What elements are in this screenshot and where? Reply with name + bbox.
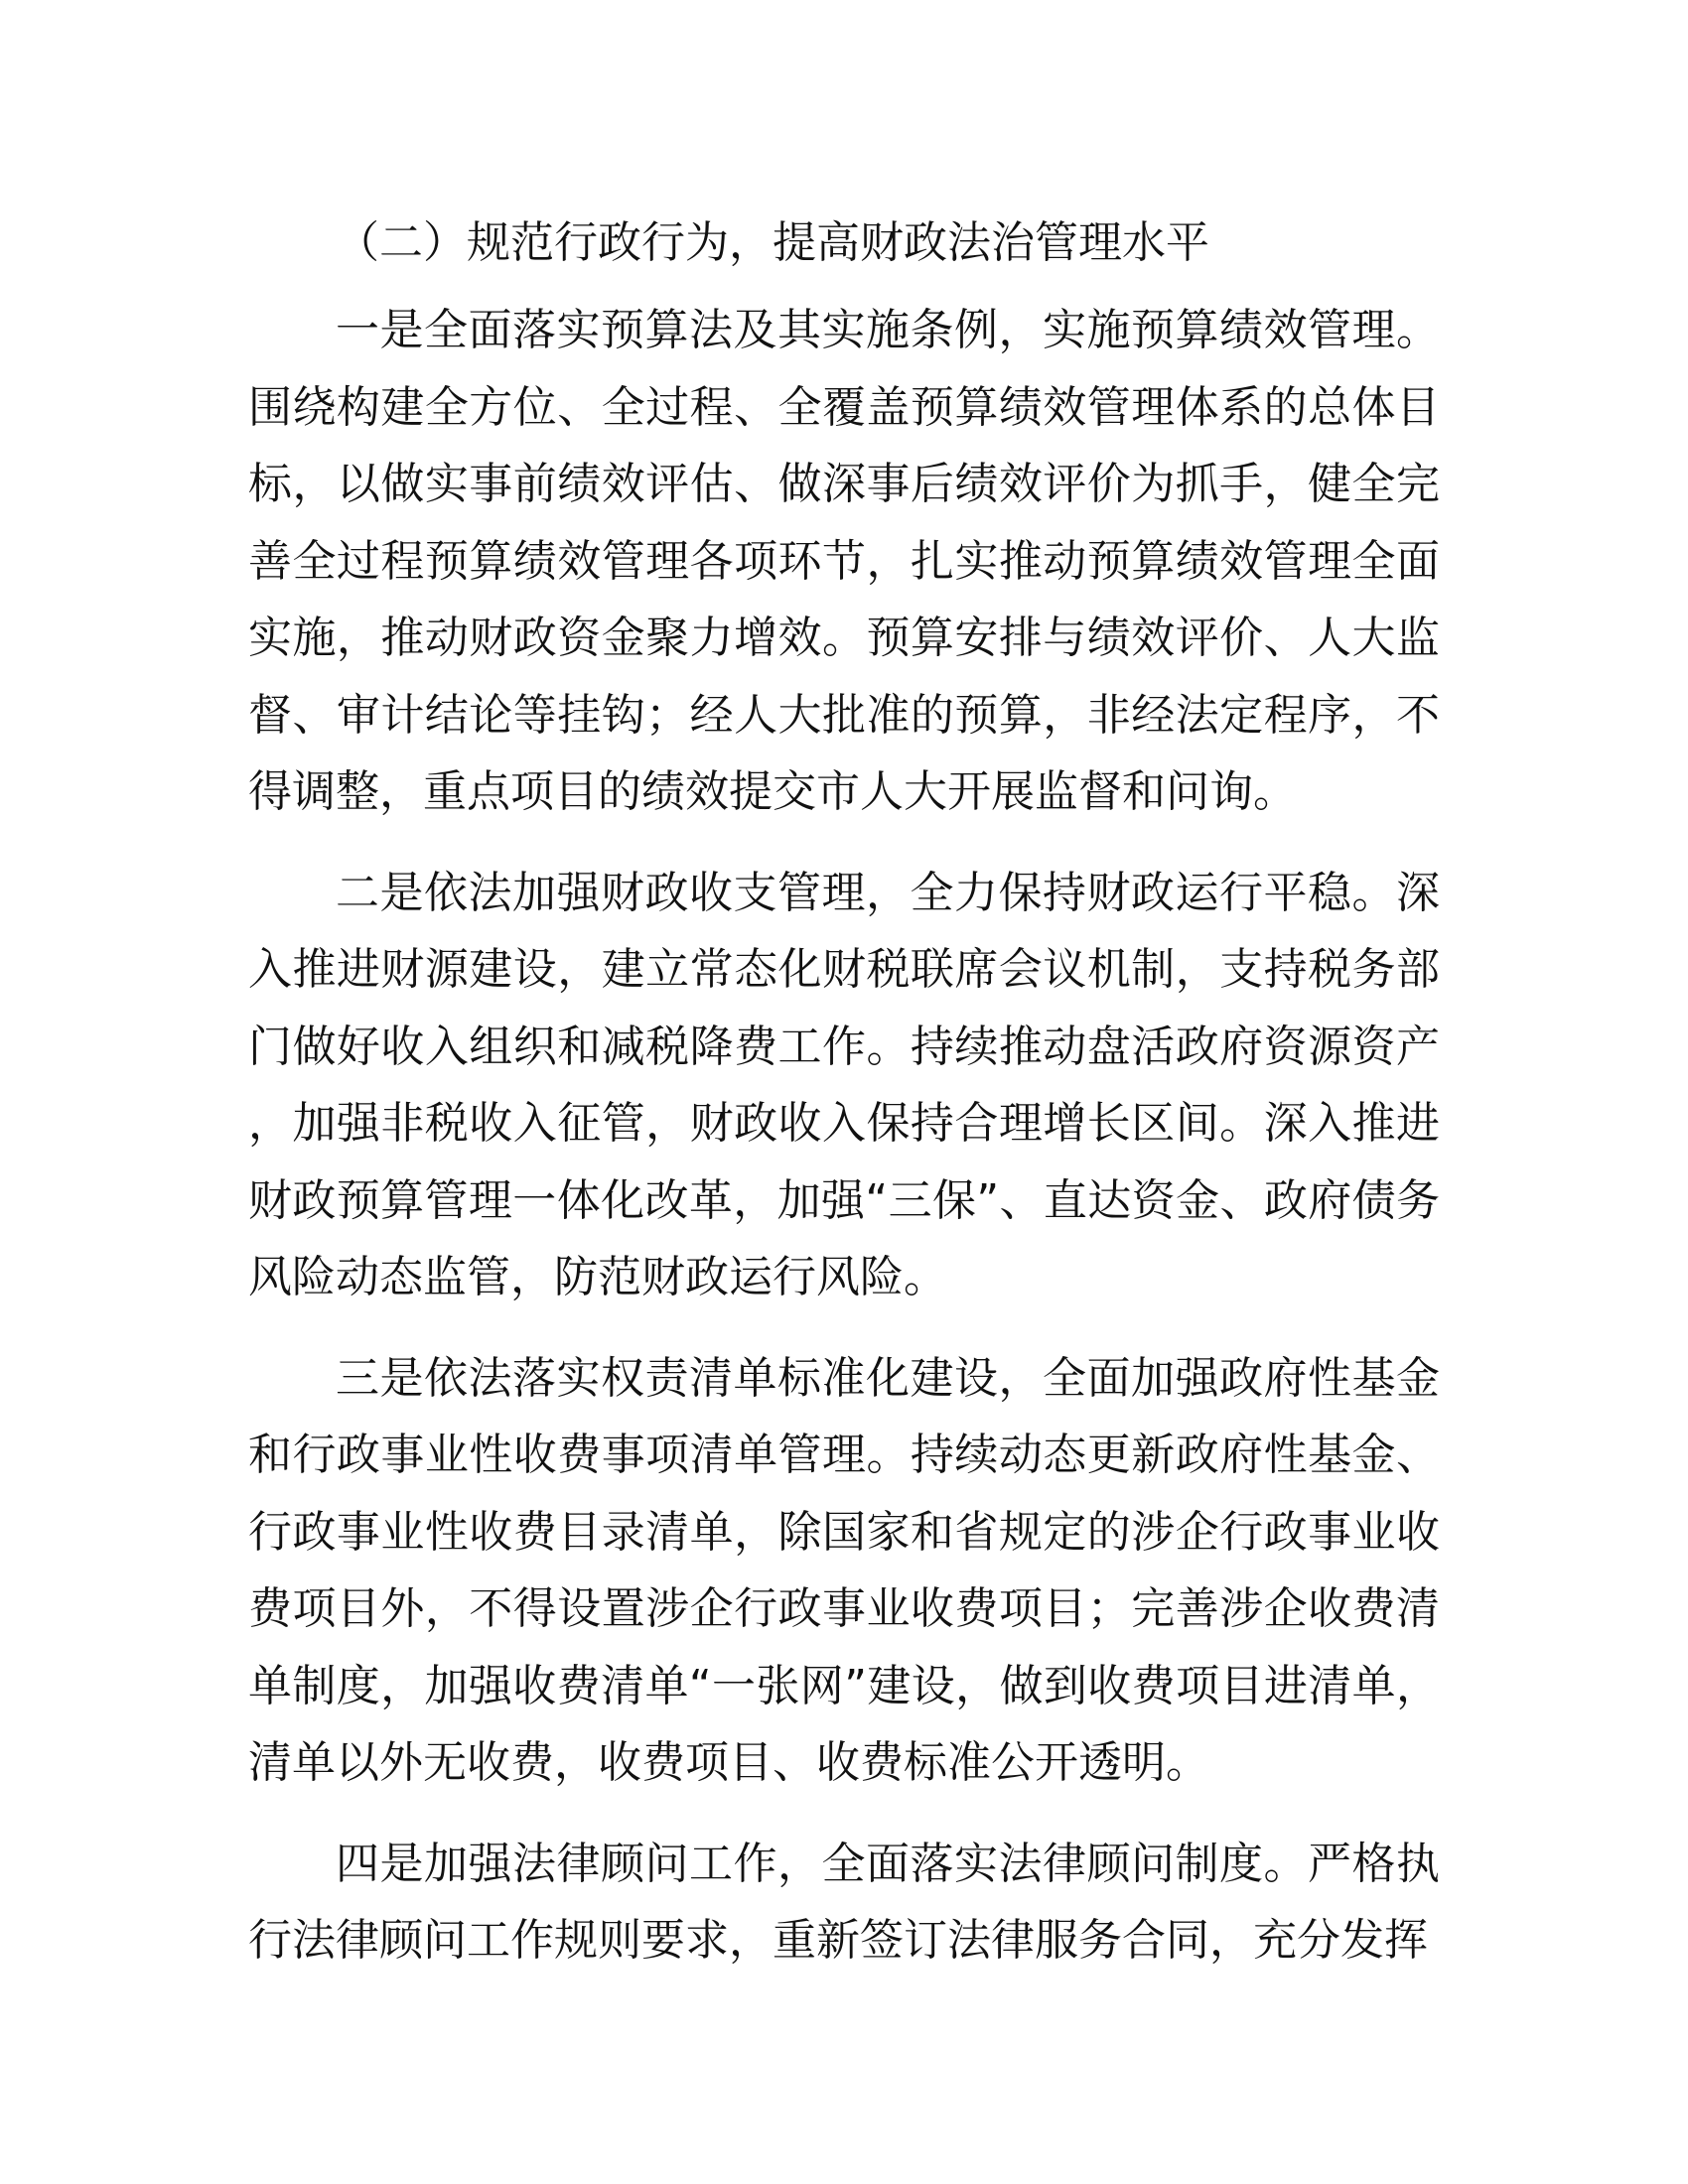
section-heading: （二）规范行政行为，提高财政法治管理水平: [336, 217, 1209, 268]
paragraph-2: 二是依法加强财政收支管理，全力保持财政运行平稳。深入推进财源建设，建立常态化财税联席会议机制，支持税务部门做好收入组织和减税降费工作。持续推动盘活政府资源资产，加强非税收入征管，财政收入保持合理增长区间。深入推进财政预算管理一体化改革，加强“三保”、直达资金、政府债务风险动态监管，防范财政运行风险。: [248, 867, 1440, 1302]
paragraph-1: 一是全面落实预算法及其实施条例，实施预算绩效管理。围绕构建全方位、全过程、全覆盖预算绩效管理体系的总体目标，以做实事前绩效评估、做深事后绩效评价为抓手，健全完善全过程预算绩效管理各项环节，扎实推动预算绩效管理全面实施，推动财政资金聚力增效。预算安排与绩效评价、人大监督、审计结论等挂钩；经人大批准的预算，非经法定程序，不得调整，重点项目的绩效提交市人大开展监督和问询。: [248, 305, 1440, 817]
paragraph-4: 四是加强法律顾问工作，全面落实法律顾问制度。严格执行法律顾问工作规则要求，重新签订法律服务合同，充分发挥: [248, 1838, 1440, 1966]
document-body: [248, 210, 1440, 2003]
paragraph-3: 三是依法落实权责清单标准化建设，全面加强政府性基金和行政事业性收费事项清单管理。持续动态更新政府性基金、行政事业性收费目录清单，除国家和省规定的涉企行政事业收费项目外，不得设置涉企行政事业收费项目；完善涉企收费清单制度，加强收费清单“一张网”建设，做到收费项目进清单，清单以外无收费，收费项目、收费标准公开透明。: [248, 1352, 1440, 1788]
